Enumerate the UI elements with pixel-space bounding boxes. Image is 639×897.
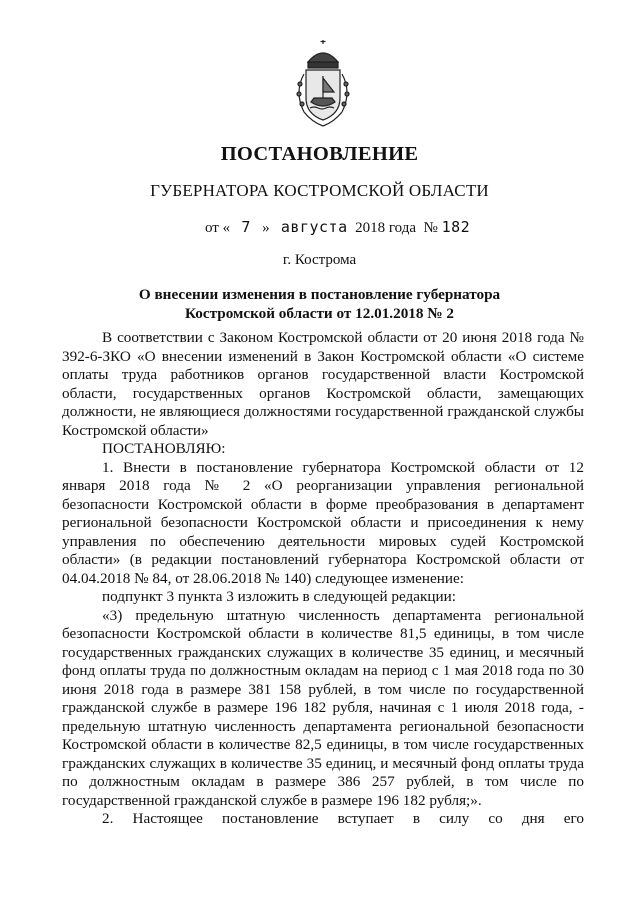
date-month: августа: [280, 218, 348, 236]
coat-of-arms-icon: [292, 40, 354, 128]
date-after-day: »: [262, 220, 270, 236]
document-body: [62, 329, 584, 829]
date-number-line: [205, 218, 470, 237]
preamble-paragraph: В соответствии с Законом Костромской области от 20 июня 2018 года № 392-6-ЗКО «О внесении изменений в Закон Костромской области «О системе оплаты труда работников органов государственной власти Костромской области, государственных органов Костромской области, замещающих должности, не являющиеся должностями государственной гражданской службы Костромской области»: [62, 329, 584, 439]
subitem-paragraph: подпункт 3 пункта 3 изложить в следующей редакции:: [102, 588, 456, 605]
issuer-title: ГУБЕРНАТОРА КОСТРОМСКОЙ ОБЛАСТИ: [150, 181, 489, 200]
city: г. Кострома: [282, 252, 357, 268]
number-label: №: [423, 220, 438, 236]
document-title-line-1: О внесении изменения в постановление губернатора: [138, 286, 501, 303]
quoted-amendment-paragraph: «3) предельную штатную численность департамента региональной безопасности Костромской области в количестве 81,5 единицы, в том числе государственных гражданских служащих в количестве 35 единиц, и месячный фонд оплаты труда по должностным окладам на период с 1 мая 2018 года по 30 июня 2018 года в размере 381 158 рублей, в том числе по государственной гражданской службе в размере 196 182 рубля, начиная с 1 июля 2018 года, - предельную штатную численность департамента региональной безопасности Костромской области в количестве 82,5 единицы, в том числе государственных гражданских служащих в количестве 35 единиц, и месячный фонд оплаты труда по должностным окладам в размере 386 257 рублей, в том числе по государственной гражданской службе в размере 196 182 рубля;».: [62, 606, 584, 809]
document-title-line-2: Костромской области от 12.01.2018 № 2: [185, 305, 454, 322]
document-type-title: ПОСТАНОВЛЕНИЕ: [220, 143, 419, 165]
item-2-paragraph: 2. Настоящее постановление вступает в силу со дня его: [102, 810, 584, 827]
document-number: 182: [441, 218, 471, 236]
date-year: 2018 года: [355, 220, 416, 236]
document-title: [0, 285, 639, 323]
date-day: 7: [241, 218, 251, 236]
item-1-paragraph: 1. Внести в постановление губернатора Костромской области от 12 января 2018 года № 2 «О реорганизации управления региональной безопасности Костромской области в форме преобразования в департамент региональной безопасности Костромской области и присоединения к нему управления по обеспечению деятельности мировых судей Костромской области» (в редакции постановлений губернатора Костромской области от 04.04.2018 № 84, от 28.06.2018 № 140) следующее изменение:: [62, 458, 584, 587]
date-prefix: от «: [205, 220, 231, 236]
resolution-word: ПОСТАНОВЛЯЮ:: [102, 440, 226, 457]
